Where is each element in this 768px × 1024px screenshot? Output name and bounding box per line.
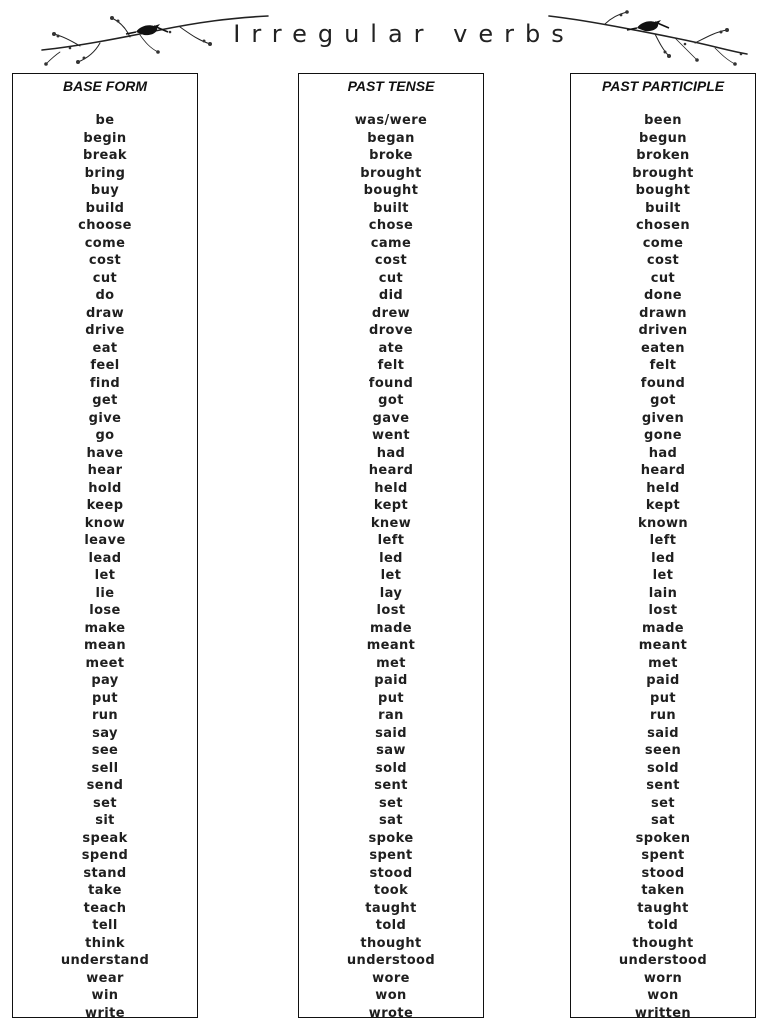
verb-item: stood — [641, 865, 685, 881]
verb-item: came — [370, 235, 412, 251]
verb-item: met — [376, 655, 406, 671]
verb-item: known — [637, 515, 689, 531]
verb-item: chose — [368, 218, 414, 233]
past-tense-list — [299, 112, 483, 1022]
verb-item: drawn — [639, 305, 687, 321]
verb-item: cut — [378, 270, 404, 286]
verb-item: knew — [370, 515, 412, 531]
verb-item: meet — [85, 655, 125, 671]
verb-item: sold — [374, 760, 408, 776]
verb-item: bring — [84, 165, 126, 181]
verb-item: thought — [632, 935, 694, 951]
verb-item: hold — [88, 480, 122, 496]
verb-item: let — [652, 568, 674, 583]
verb-item: told — [375, 918, 407, 933]
verb-item: had — [376, 445, 406, 461]
verb-item: spent — [641, 848, 685, 863]
verb-item: set — [651, 795, 675, 811]
verb-item: break — [83, 148, 127, 163]
verb-item: understood — [618, 953, 708, 968]
verb-item: felt — [377, 358, 405, 373]
verb-item: taken — [641, 883, 685, 898]
past-participle-heading: PAST PARTICIPLE — [601, 78, 725, 94]
verb-item: mean — [84, 638, 126, 653]
verb-item: built — [373, 200, 409, 216]
base-form-list — [13, 112, 197, 1022]
verb-item: been — [644, 113, 682, 128]
verb-item: began — [367, 130, 415, 146]
verb-item: driven — [638, 323, 688, 338]
verb-item: kept — [645, 498, 681, 513]
verb-item: tell — [92, 918, 118, 933]
verb-item: lost — [376, 603, 406, 618]
verb-item: taught — [365, 900, 417, 916]
verb-item: won — [647, 988, 679, 1003]
verb-item: thought — [360, 935, 422, 951]
verb-item: met — [648, 655, 678, 671]
verb-item: lie — [95, 585, 115, 601]
verb-item: held — [646, 480, 680, 496]
verb-item: left — [377, 533, 405, 548]
verb-item: paid — [646, 673, 680, 688]
verb-item: understand — [60, 953, 150, 968]
verb-item: cost — [374, 253, 408, 268]
verb-item: sell — [91, 760, 119, 776]
verb-item: sat — [651, 813, 675, 828]
verb-item: won — [375, 988, 407, 1003]
verb-item: meant — [366, 638, 416, 653]
verb-item: cut — [92, 270, 118, 286]
verb-item: lost — [648, 603, 678, 618]
past-participle-list — [571, 112, 755, 1022]
verb-item: took — [373, 883, 409, 898]
verb-item: keep — [86, 498, 124, 513]
verb-item: know — [84, 515, 126, 531]
bird-on-branch-illustration-right — [545, 10, 750, 68]
verb-item: made — [369, 620, 413, 636]
verb-item: meant — [638, 638, 688, 653]
verb-item: wore — [372, 970, 410, 986]
verb-item: taught — [637, 900, 689, 916]
verb-item: make — [84, 620, 126, 636]
verb-item: heard — [640, 463, 686, 478]
verb-item: sent — [374, 778, 408, 793]
verb-item: cut — [650, 270, 676, 286]
verb-item: led — [651, 550, 675, 566]
verb-item: think — [85, 935, 125, 951]
verb-item: be — [95, 113, 115, 128]
verb-item: spend — [81, 848, 129, 863]
verb-item: broke — [369, 148, 413, 163]
verb-item: spoken — [635, 830, 691, 846]
verb-item: put — [650, 690, 676, 706]
verb-item: draw — [85, 305, 125, 321]
verb-item: held — [374, 480, 408, 496]
base-form-column — [12, 73, 198, 1021]
verb-item: told — [647, 918, 679, 933]
verb-item: put — [92, 690, 118, 706]
verb-item: put — [378, 690, 404, 706]
verb-item: ate — [378, 340, 404, 356]
verb-item: lain — [648, 585, 678, 601]
verb-item: go — [95, 428, 115, 443]
page-header — [0, 0, 768, 66]
verb-item: wrote — [368, 1005, 414, 1021]
verb-item: brought — [632, 165, 694, 181]
verb-item: send — [86, 778, 124, 793]
verb-item: found — [640, 375, 686, 391]
verb-item: come — [642, 235, 684, 251]
verb-item: felt — [649, 358, 677, 373]
verb-item: run — [649, 708, 677, 723]
verb-item: did — [378, 288, 404, 303]
verb-item: find — [89, 375, 121, 391]
verb-item: got — [650, 393, 676, 408]
verb-item: bought — [363, 183, 419, 198]
base-form-heading: BASE FORM — [63, 78, 147, 94]
verb-item: build — [85, 200, 125, 216]
verb-item: kept — [373, 498, 409, 513]
verb-item: drew — [371, 305, 411, 321]
verb-item: give — [88, 410, 122, 426]
verb-item: left — [649, 533, 677, 548]
verb-item: leave — [84, 533, 126, 548]
verb-item: feel — [90, 358, 120, 373]
verb-item: worn — [643, 970, 683, 986]
verb-item: lead — [88, 550, 122, 566]
verb-item: understood — [346, 953, 436, 968]
verb-item: bought — [635, 183, 691, 198]
verb-item: run — [91, 708, 119, 723]
verb-item: lay — [379, 585, 403, 601]
verb-item: ran — [378, 708, 404, 723]
verb-item: got — [378, 393, 404, 408]
verb-item: gave — [372, 410, 410, 426]
verb-item: said — [647, 725, 679, 741]
verb-item: sit — [95, 813, 115, 828]
verb-item: gone — [644, 428, 682, 443]
page-title: Irregular verbs — [233, 20, 575, 48]
verb-item: paid — [374, 673, 408, 688]
verb-item: drove — [369, 323, 413, 338]
verb-item: let — [94, 568, 116, 583]
verb-item: wear — [86, 970, 124, 986]
past-tense-column — [298, 73, 484, 1021]
verb-item: set — [93, 795, 117, 811]
verb-item: teach — [83, 900, 127, 916]
verb-item: begin — [83, 130, 127, 146]
verb-item: lose — [89, 603, 121, 618]
verb-item: spoke — [368, 830, 414, 846]
verb-item: pay — [91, 673, 119, 688]
verb-item: set — [379, 795, 403, 811]
verb-item: seen — [644, 743, 682, 758]
verb-item: write — [85, 1005, 125, 1021]
verb-item: stood — [369, 865, 413, 881]
verb-item: led — [379, 550, 403, 566]
verb-item: had — [648, 445, 678, 461]
verb-item: written — [634, 1005, 692, 1021]
verb-item: come — [84, 235, 126, 251]
verb-item: buy — [90, 183, 120, 198]
verb-item: done — [644, 288, 682, 303]
past-tense-heading: PAST TENSE — [347, 78, 435, 94]
verb-item: chosen — [635, 218, 691, 233]
verb-item: speak — [82, 830, 128, 846]
verb-item: heard — [368, 463, 414, 478]
verb-item: spent — [369, 848, 413, 863]
verb-item: begun — [639, 130, 687, 146]
verb-item: found — [368, 375, 414, 391]
verb-item: eaten — [641, 340, 685, 356]
verb-item: sent — [646, 778, 680, 793]
verb-item: sold — [646, 760, 680, 776]
verb-item: given — [641, 410, 685, 426]
verb-item: saw — [376, 743, 406, 758]
verb-item: say — [92, 725, 118, 741]
verb-item: take — [88, 883, 122, 898]
verb-item: win — [91, 988, 119, 1003]
verb-item: do — [95, 288, 115, 303]
verb-item: said — [375, 725, 407, 741]
verb-item: broken — [636, 148, 690, 163]
past-participle-column — [570, 73, 756, 1021]
verb-item: cost — [646, 253, 680, 268]
verb-item: hear — [87, 463, 123, 478]
verb-item: cost — [88, 253, 122, 268]
verb-item: get — [92, 393, 118, 408]
verb-item: have — [86, 445, 124, 461]
verb-item: eat — [92, 340, 118, 356]
verb-item: choose — [78, 218, 132, 233]
verb-item: sat — [379, 813, 403, 828]
verb-item: made — [641, 620, 685, 636]
verb-item: was/were — [354, 113, 428, 128]
verb-item: brought — [360, 165, 422, 181]
verb-item: see — [91, 743, 119, 758]
verb-item: built — [645, 200, 681, 216]
verb-item: drive — [85, 323, 125, 338]
verb-item: stand — [83, 865, 127, 881]
verb-item: let — [380, 568, 402, 583]
verb-item: went — [372, 428, 410, 443]
